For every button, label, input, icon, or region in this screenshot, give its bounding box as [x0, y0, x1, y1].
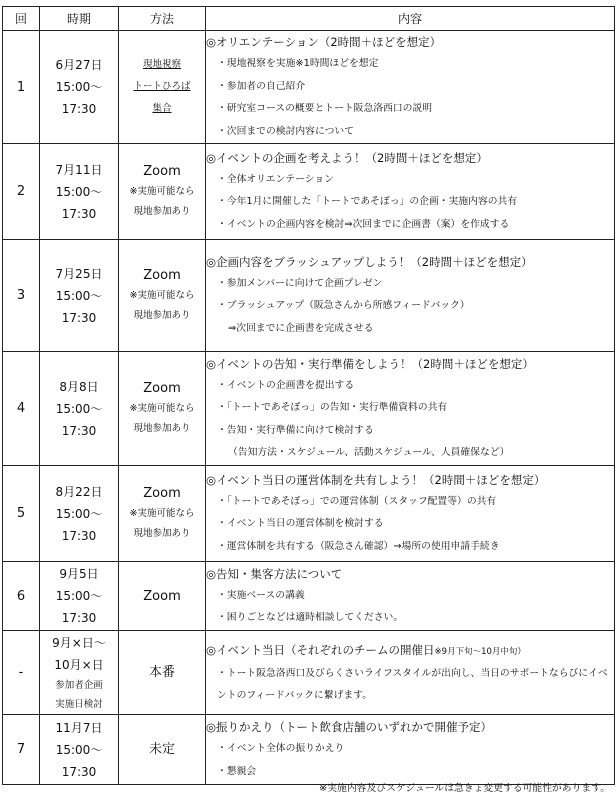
title-note: ※9月下旬～10月中旬）: [434, 646, 526, 657]
row-time: 7月11日 15:00～ 17:30: [40, 144, 119, 240]
row-content: [206, 352, 615, 466]
row-title: ◎イベントの企画を考えよう！（2時間＋ほどを想定）: [206, 150, 488, 165]
row-time: 7月25日 15:00～ 17:30: [40, 240, 119, 352]
list-item: ・ブラッシュアップ（阪急さんから所感フィードバック）: [217, 300, 470, 312]
row-content: [206, 144, 615, 240]
header-time: 時期: [40, 7, 119, 31]
table-row: [3, 466, 615, 562]
list-item: ・今年1月に開催した「トートであそぼっ」の企画・実施内容の共有: [217, 196, 518, 208]
row-content: [206, 631, 615, 715]
row-title: ◎オリエンテーション（2時間＋ほどを想定）: [206, 35, 442, 49]
header-content: 内容: [206, 7, 615, 31]
row-number: 4: [3, 352, 40, 466]
row-method: 未定: [119, 715, 206, 785]
row-content: [206, 31, 615, 144]
row-title: ◎イベントの告知・実行準備をしよう！（2時間＋ほどを想定）: [206, 356, 534, 371]
list-item: ・イベント当日の運営体制を検討する: [217, 518, 384, 530]
table-header-row: [3, 7, 615, 31]
row-title: ◎企画内容をブラッシュアップしよう！（2時間＋ほどを想定）: [206, 254, 533, 269]
row-title: ◎イベント当日の運営体制を共有しよう！（2時間＋ほどを想定）: [206, 472, 546, 487]
list-item: ⇒次回までに企画書を完成させる: [228, 322, 374, 334]
row-method: Zoom ※実施可能なら 現地参加あり: [119, 352, 206, 466]
row-number: 3: [3, 240, 40, 352]
list-item: ・次回までの検討内容について: [217, 125, 354, 137]
table-row: [3, 31, 615, 144]
list-item: ・イベントの企画内容を検討⇒次回までに企画書（案）を作成する: [217, 218, 510, 230]
row-content: [206, 466, 615, 562]
list-item: ・懇親会: [217, 765, 257, 777]
row-time: 6月27日 15:00～ 17:30: [40, 31, 119, 144]
table-row: [3, 144, 615, 240]
list-item: ・参加メンバーに向けて企画プレゼン: [217, 277, 383, 289]
table-row: [3, 631, 615, 715]
list-item: ・「トートであそぼっ」の告知・実行準備資料の共有: [217, 402, 448, 413]
footnote: ※実施内容及びスケジュールは急きょ変更する可能性があります。: [319, 783, 610, 794]
row-method: 本番: [119, 631, 206, 715]
table-row: [3, 715, 615, 785]
list-item: ・イベント全体の振りかえり: [217, 743, 345, 754]
list-item: ・研究室コースの概要とトート阪急洛西口の説明: [217, 103, 433, 114]
header-method: 方法: [119, 7, 206, 31]
row-title: ◎イベント当日（それぞれのチームの開催日※9月下旬～10月中旬）: [206, 642, 526, 657]
table-row: [3, 562, 615, 631]
list-item: ・困りごとなどは適時相談してください。: [217, 612, 404, 623]
list-item: ・「トートであそぼっ」での運営体制（スタッフ配置等）の共有: [217, 495, 497, 507]
row-time: 11月7日 15:00～ 17:30: [40, 715, 119, 785]
list-item: ・現地視察を実施※1時間ほどを想定: [217, 58, 379, 69]
row-content: [206, 715, 615, 785]
row-time: 8月8日 15:00～ 17:30: [40, 352, 119, 466]
row-number: 2: [3, 144, 40, 240]
list-item: （告知方法・スケジュール、活動スケジュール、人員確保など）: [228, 447, 510, 458]
row-method: 現地視察 トートひろば 集合: [119, 31, 206, 144]
row-content: [206, 240, 615, 352]
row-number: 7: [3, 715, 40, 785]
row-number: 6: [3, 562, 40, 631]
row-title: ◎振りかえり（トート飲食店舗のいずれかで開催予定）: [206, 720, 493, 734]
table-row: [3, 240, 615, 352]
row-time: 9月5日 15:00～ 17:30: [40, 562, 119, 631]
row-time: 8月22日 15:00～ 17:30: [40, 466, 119, 562]
row-method: Zoom ※実施可能なら 現地参加あり: [119, 240, 206, 352]
list-item: ・実施ベースの講義: [217, 589, 305, 601]
row-method: Zoom ※実施可能なら 現地参加あり: [119, 144, 206, 240]
row-number: 1: [3, 31, 40, 144]
row-content: [206, 562, 615, 631]
row-method: Zoom: [119, 562, 206, 631]
row-number: -: [3, 631, 40, 715]
list-item: ・参加者の自己紹介: [217, 80, 306, 92]
row-time: 9月×日～ 10月×日 参加者企画 実施日検討: [40, 631, 119, 715]
list-item: ・全体オリエンテーション: [217, 173, 334, 185]
list-item: ・イベントの企画書を提出する: [217, 379, 355, 391]
row-title: ◎告知・集客方法について: [206, 566, 343, 581]
header-no: 回: [3, 7, 40, 31]
table-row: [3, 352, 615, 466]
row-number: 5: [3, 466, 40, 562]
row-method: Zoom ※実施可能なら 現地参加あり: [119, 466, 206, 562]
schedule-table: [2, 6, 615, 785]
list-item: ・トート阪急洛西口及びらくさいライフスタイルが出向し、当日のサポートならびにイベントのフィードバックに繋げます。: [217, 667, 608, 701]
list-item: ・運営体制を共有する（阪急さん確認）→場所の使用申請手続き: [217, 540, 500, 552]
list-item: ・告知・実行準備に向けて検討する: [217, 424, 374, 436]
